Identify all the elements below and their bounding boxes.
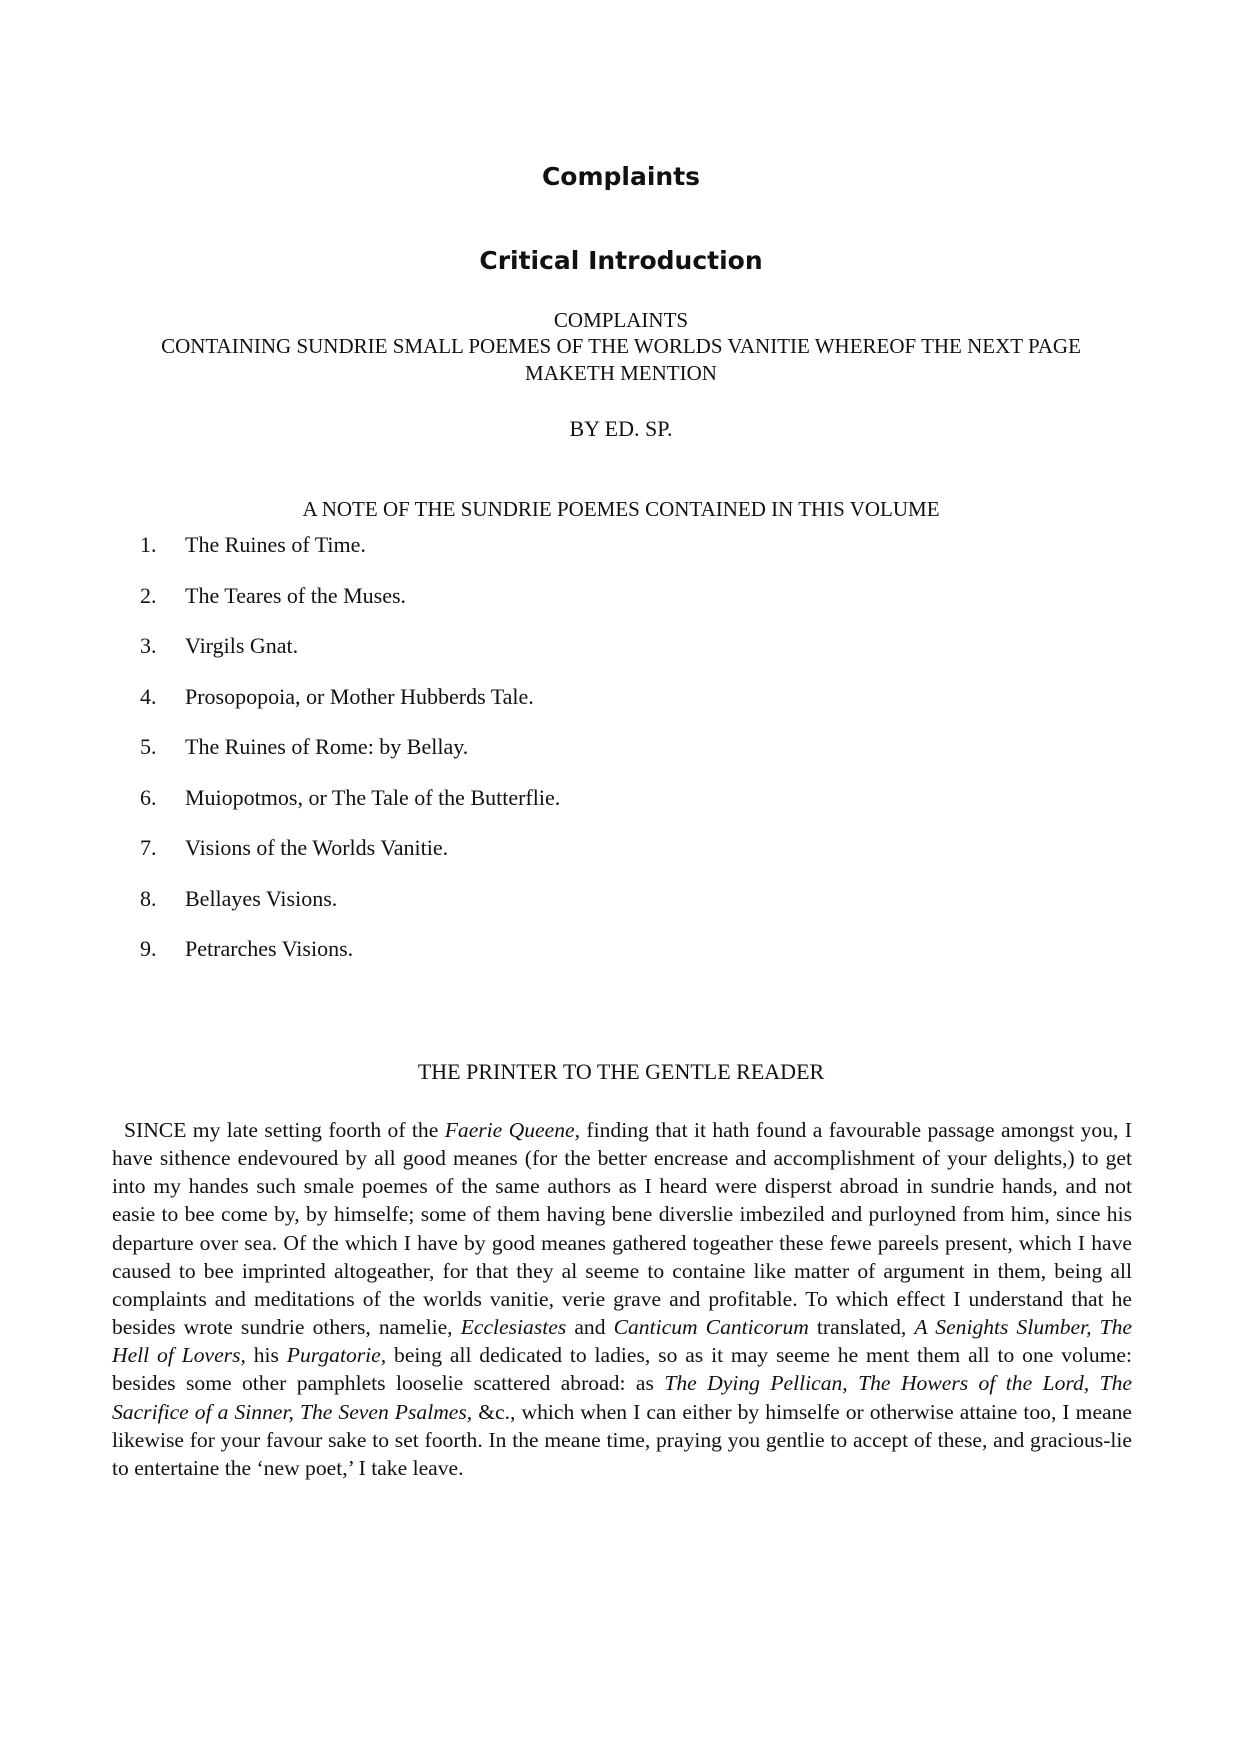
list-item-title: The Ruines of Time. [185,532,366,557]
text-segment: finding that it hath found a favourable passage amongst you, I have sithence endevoured by all good meanes (for the better encrease and accomplishment of your delights,) to get into my handes such smale poemes of the same authors as I heard were disperst abroad in sundrie hands, and not easie to bee come by, by himselfe; some of them having bene diverslie imbeziled and purloyned from him, since his departure over sea. Of the which I have by good meanes gathered togeather these fewe pareels present, which I have caused to bee imprinted altogeather, for that they al seeme to containe like matter of argument in them, being all complaints and meditations of the worlds vanitie, verie grave and profitable. To which effect I understand that he besides wrote sundrie others, namelie, [112,1118,1132,1340]
document-title: Complaints [541,162,701,191]
text-segment-italic: A Senights Slumber, The Hell of Lovers, [112,1315,1132,1368]
section-title: Critical Introduction [479,246,763,275]
caps-subtitle-line-2: MAKETH MENTION [525,361,717,385]
list-item [140,583,1040,634]
list-item-number: 4. [140,683,157,709]
list-item [140,633,1040,684]
poem-list [140,532,1040,987]
list-item-title: Muiopotmos, or The Tale of the Butterflie. [185,784,561,810]
caps-title: COMPLAINTS [553,308,689,332]
list-item-title: Prosopopoia, or Mother Hubberds Tale. [185,683,534,709]
list-item [140,835,1040,886]
list-item [140,684,1040,735]
byline: BY ED. SP. [569,416,673,441]
list-item-number: 9. [140,936,157,961]
text-segment-italic: Canticum Canticorum [613,1315,809,1340]
text-segment: &c., which when I can either by himselfe or otherwise attaine too, I meane likewise for your favour sake to set foorth. In the meane time, praying you gentlie to accept of these, and gracious-lie to entertaine the ‘new poet,’ I take leave. [112,1399,1132,1480]
text-segment: translated, [808,1315,915,1340]
list-item-number: 2. [140,582,157,608]
text-segment-italic: The Dying Pellican, The Howers of the Lord, The Sacrifice of a Sinner, The Seven Psalmes, [112,1371,1133,1424]
list-item-title: The Ruines of Rome: by Bellay. [185,734,469,759]
list-item-number: 8. [140,885,157,911]
text-segment-italic: Faerie Queene, [444,1118,581,1142]
list-item-title: Virgils Gnat. [185,633,299,658]
list-item-number: 7. [140,835,157,860]
list-item [140,734,1040,785]
list-item-title: The Teares of the Muses. [185,582,407,608]
list-item-number: 3. [140,633,157,658]
caps-subtitle-line-1: CONTAINING SUNDRIE SMALL POEMES OF THE WORLDS VANITIE WHEREOF THE NEXT PAGE [161,334,1081,358]
list-item-number: 6. [140,784,157,810]
contents-heading: A NOTE OF THE SUNDRIE POEMES CONTAINED IN THIS VOLUME [302,497,940,521]
text-segment: SINCE my late setting foorth of the [124,1118,445,1142]
text-segment: his [245,1343,287,1368]
list-item-number: 5. [140,734,157,759]
list-item [140,785,1040,836]
printer-note-body [112,1116,1132,1482]
text-segment-italic: Purgatorie, [286,1343,387,1368]
list-item-title: Bellayes Visions. [185,885,338,911]
text-segment: being all dedicated to ladies, so as it may seeme he ment them all to one volume: besides some other pamphlets looselie scattered abroad: as [112,1343,1132,1396]
list-item-number: 1. [140,532,157,557]
list-item [140,886,1040,937]
list-item-title: Visions of the Worlds Vanitie. [185,835,449,860]
list-item [140,936,1040,987]
list-item-title: Petrarches Visions. [185,936,354,961]
printer-note-heading: THE PRINTER TO THE GENTLE READER [417,1059,825,1084]
text-segment: and [566,1315,614,1340]
list-item [140,532,1040,583]
text-segment-italic: Ecclesiastes [460,1315,567,1340]
